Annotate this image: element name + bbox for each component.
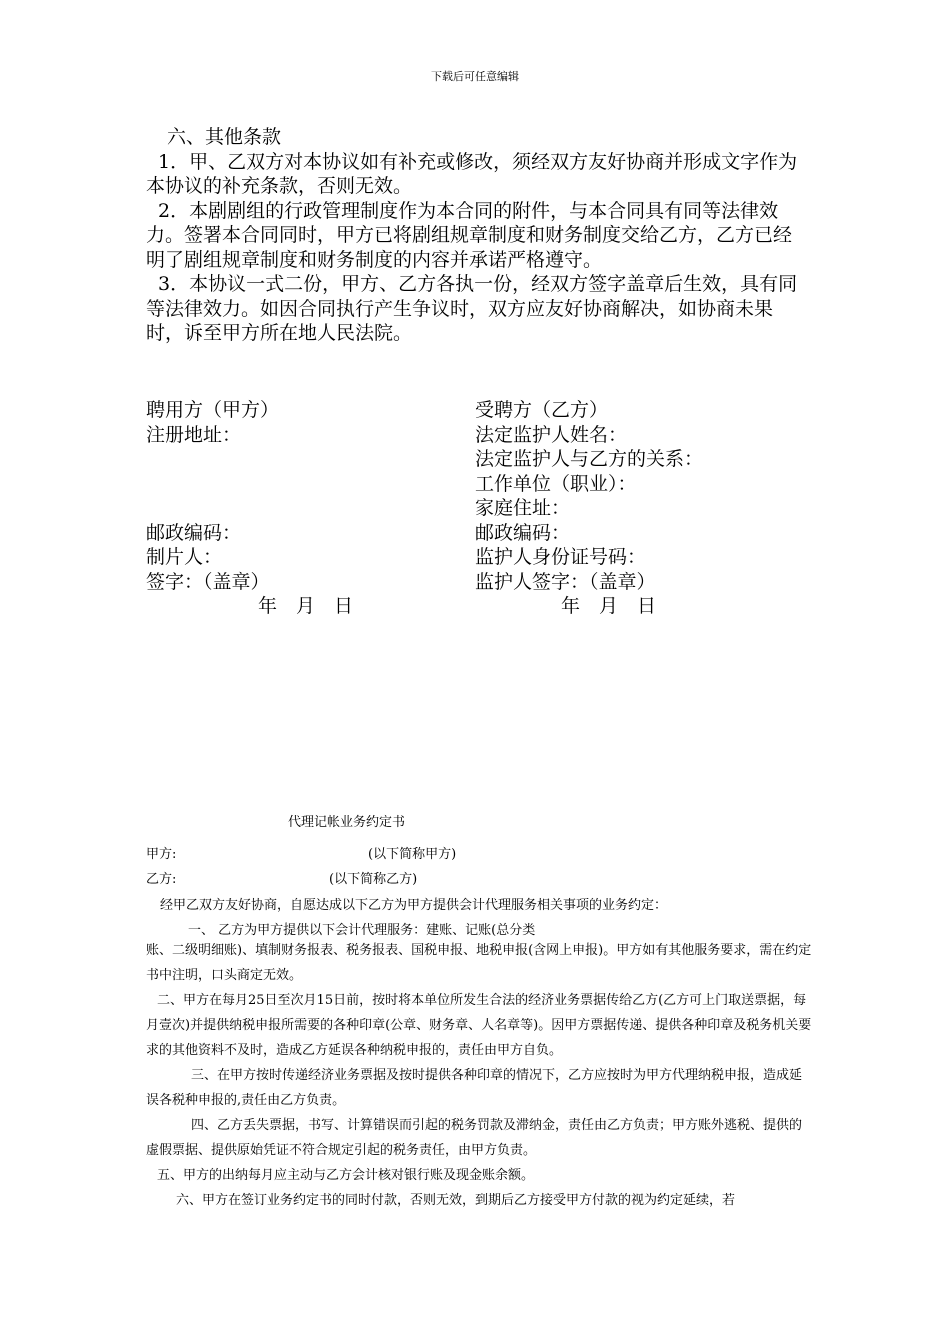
party-a-postcode: 邮政编码： [146, 521, 242, 544]
item-1-head: 一、 乙方为甲方提供以下会计代理服务：建账、记账(总分类 [188, 923, 536, 938]
item-5: 五、甲方的出纳每月应主动与乙方会计核对银行账及现金账余额。 [157, 1168, 535, 1183]
party-b-guardian-name: 法定监护人姓名： [475, 423, 628, 446]
party-a-title: 聘用方（甲方） [146, 399, 280, 421]
party-b-guardian-id: 监护人身份证号码： [475, 546, 647, 568]
party-a-block [146, 398, 353, 619]
agreement-intro: 经甲乙双方友好协商，自愿达成以下乙方为甲方提供会计代理服务相关事项的业务约定： [160, 898, 668, 913]
party-b-title: 受聘方（乙方） [475, 399, 609, 421]
other-terms-heading: 六、其他条款 [167, 126, 282, 148]
party-a-date: 年 月 日 [258, 595, 354, 617]
party-b-home-address: 家庭住址： [475, 497, 571, 519]
party-b-date: 年 月 日 [561, 595, 657, 617]
party-a-sign: 签字：（盖章） [146, 570, 270, 593]
other-terms-section [146, 125, 806, 346]
agreement-party-a-note: (以下简称甲方) [368, 847, 457, 862]
page-header: 下载后可任意编辑 [431, 70, 519, 83]
party-b-relation: 法定监护人与乙方的关系： [475, 448, 704, 470]
agreement-party-b-note: (以下简称乙方) [329, 872, 418, 887]
party-b-postcode: 邮政编码： [475, 521, 571, 544]
agreement-body [146, 938, 814, 1213]
agreement-title: 代理记帐业务约定书 [288, 815, 406, 830]
party-a-producer: 制片人： [146, 546, 223, 568]
party-b-guardian-sign: 监护人签字：（盖章） [475, 570, 656, 593]
item-2: 二、甲方在每月25日至次月15日前，按时将本单位所发生合法的经济业务票据传给乙方(乙方可上门取送票据，每月壹次)并提供纳税申报所需要的各种印章(公章、财务章、人名章等)。因甲方票据传递、提供各种印章及税务机关要求的其他资料不及时，造成乙方延误各种纳税申报的，责任由甲方自负。 [146, 993, 812, 1058]
item-4: 四、乙方丢失票据，书写、计算错误而引起的税务罚款及滞纳金，责任由乙方负责；甲方账外逃税、提供的虚假票据、提供原始凭证不符合规定引起的税务责任，由甲方负责。 [146, 1118, 803, 1158]
party-a-address: 注册地址： [146, 423, 242, 446]
party-b-block [475, 398, 703, 619]
clause-1: 1．甲、乙双方对本协议如有补充或修改，须经双方友好协商并形成文字作为本协议的补充条款，否则无效。 [146, 150, 798, 197]
clause-2: 2．本剧剧组的行政管理制度作为本合同的附件，与本合同具有同等法律效力。签署本合同同时，甲方已将剧组规章制度和财务制度交给乙方，乙方已经明了剧组规章制度和财务制度的内容并承诺严格遵守。 [146, 199, 793, 271]
agreement-party-b-label: 乙方: [146, 872, 177, 887]
item-6: 六、甲方在签订业务约定书的同时付款，否则无效，到期后乙方接受甲方付款的视为约定延续，若 [176, 1193, 736, 1208]
agreement-party-a-label: 甲方: [146, 847, 177, 862]
item-1-body: 账、二级明细账)、填制财务报表、税务报表、国税申报、地税申报(含网上申报)。甲方如有其他服务要求，需在约定书中注明，口头商定无效。 [146, 943, 812, 983]
item-3: 三、在甲方按时传递经济业务票据及按时提供各种印章的情况下，乙方应按时为甲方代理纳税申报，造成延误各税种申报的,责任由乙方负责。 [146, 1068, 803, 1108]
party-b-work-unit: 工作单位（职业）： [475, 472, 637, 495]
clause-3: 3．本协议一式二份，甲方、乙方各执一份，经双方签字盖章后生效，具有同等法律效力。如因合同执行产生争议时，双方应友好协商解决，如协商未果时，诉至甲方所在地人民法院。 [146, 273, 798, 344]
